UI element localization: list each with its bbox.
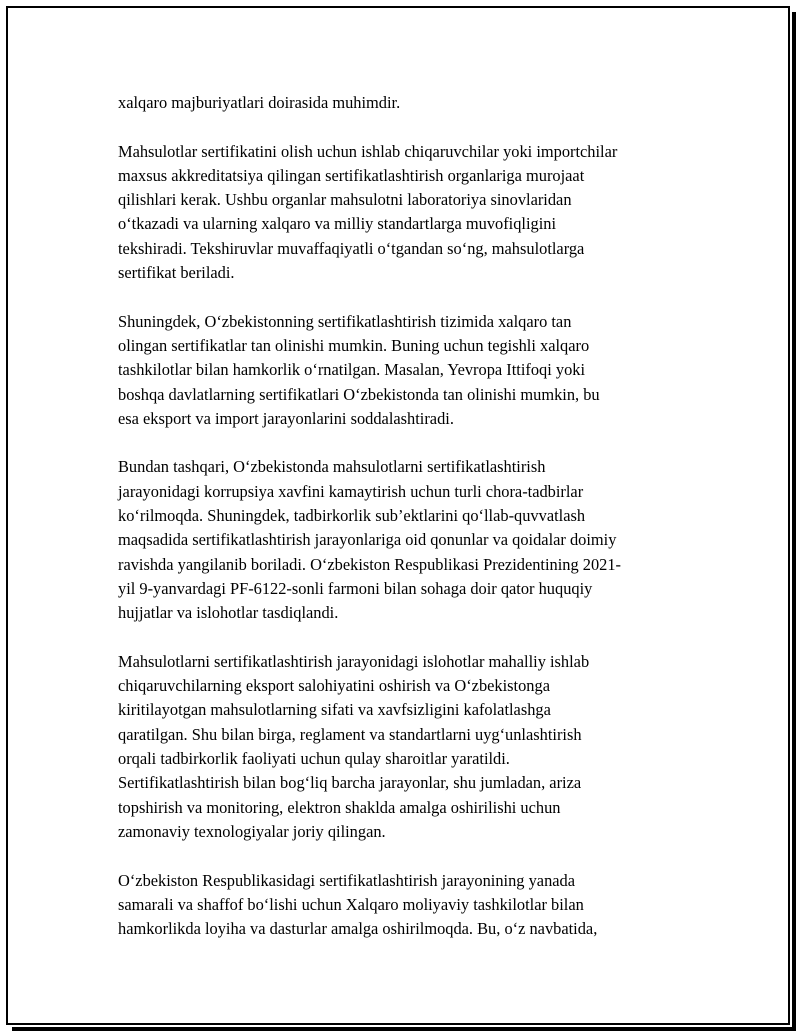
text-line: kiritilayotgan mahsulotlarning sifati va xavfsizligini kafolatlashga — [118, 700, 551, 720]
text-line: sertifikat beriladi. — [118, 263, 235, 283]
text-line: yil 9-yanvardagi PF-6122-sonli farmoni bilan sohaga doir qator huquqiy — [118, 578, 593, 598]
text-line: qilishlari kerak. Ushbu organlar mahsulotni laboratoriya sinovlaridan — [118, 190, 572, 210]
text-line: orqali tadbirkorlik faoliyati uchun qulay sharoitlar yaratildi. — [118, 749, 510, 769]
text-line: xalqaro majburiyatlari doirasida muhimdir. — [118, 93, 401, 112]
text-line: Mahsulotlar sertifikatini olish uchun ishlab chiqaruvchilar yoki importchilar — [118, 141, 618, 161]
text-line: o‘tkazadi va ularning xalqaro va milliy standartlarga muvofiqligini — [118, 214, 557, 234]
paragraph-6 — [118, 869, 688, 942]
text-line: maqsadida sertifikatlashtirish jarayonlariga oid qonunlar va qoidalar doimiy — [118, 530, 617, 550]
paragraph-5 — [118, 650, 688, 844]
text-line: qaratilgan. Shu bilan birga, reglament va standartlarni uyg‘unlashtirish — [118, 724, 582, 744]
text-line: Sertifikatlashtirish bilan bog‘liq barcha jarayonlar, shu jumladan, ariza — [118, 773, 582, 793]
page-shadow-right — [792, 12, 796, 1029]
text-line: tekshiradi. Tekshiruvlar muvaffaqiyatli o‘tgandan so‘ng, mahsulotlarga — [118, 238, 585, 258]
text-line: maxsus akkreditatsiya qilingan sertifikatlashtirish organlariga murojaat — [118, 165, 585, 185]
text-line: hamkorlikda loyiha va dasturlar amalga oshirilmoqda. Bu, o‘z navbatida, — [118, 919, 598, 939]
text-line: jarayonidagi korrupsiya xavfini kamaytirish uchun turli chora-tadbirlar — [118, 481, 584, 501]
text-line: samarali va shaffof bo‘lishi uchun Xalqaro moliyaviy tashkilotlar bilan — [118, 894, 584, 914]
text-line: zamonaviy texnologiyalar joriy qilingan. — [118, 821, 386, 841]
text-line: chiqaruvchilarning eksport salohiyatini oshirish va O‘zbekistonga — [118, 676, 550, 696]
paragraph-4 — [118, 455, 688, 625]
document-body — [118, 91, 688, 941]
text-line: tashkilotlar bilan hamkorlik o‘rnatilgan. Masalan, Yevropa Ittifoqi yoki — [118, 360, 586, 380]
text-line: esa eksport va import jarayonlarini soddalashtiradi. — [118, 408, 454, 428]
text-line: Shuningdek, O‘zbekistonning sertifikatlashtirish tizimida xalqaro tan — [118, 311, 572, 331]
paragraph-3 — [118, 310, 688, 431]
paragraph-2 — [118, 140, 688, 286]
page-shadow-bottom — [12, 1027, 796, 1031]
text-line: olingan sertifikatlar tan olinishi mumkin. Buning uchun tegishli xalqaro — [118, 335, 590, 355]
text-line: Bundan tashqari, O‘zbekistonda mahsulotlarni sertifikatlashtirish — [118, 457, 546, 477]
text-line: ravishda yangilanib boriladi. O‘zbekiston Respublikasi Prezidentining 2021- — [118, 554, 622, 574]
text-line: hujjatlar va islohotlar tasdiqlandi. — [118, 603, 339, 623]
text-line: boshqa davlatlarning sertifikatlari O‘zbekistonda tan olinishi mumkin, bu — [118, 384, 600, 404]
text-line: O‘zbekiston Respublikasidagi sertifikatlashtirish jarayonining yanada — [118, 870, 576, 890]
text-line: topshirish va monitoring, elektron shaklda amalga oshirilishi uchun — [118, 797, 561, 817]
text-line: Mahsulotlarni sertifikatlashtirish jarayonidagi islohotlar mahalliy ishlab — [118, 651, 590, 671]
text-line: ko‘rilmoqda. Shuningdek, tadbirkorlik sub’ektlarini qo‘llab-quvvatlash — [118, 506, 586, 526]
paragraph-1 — [118, 91, 688, 115]
